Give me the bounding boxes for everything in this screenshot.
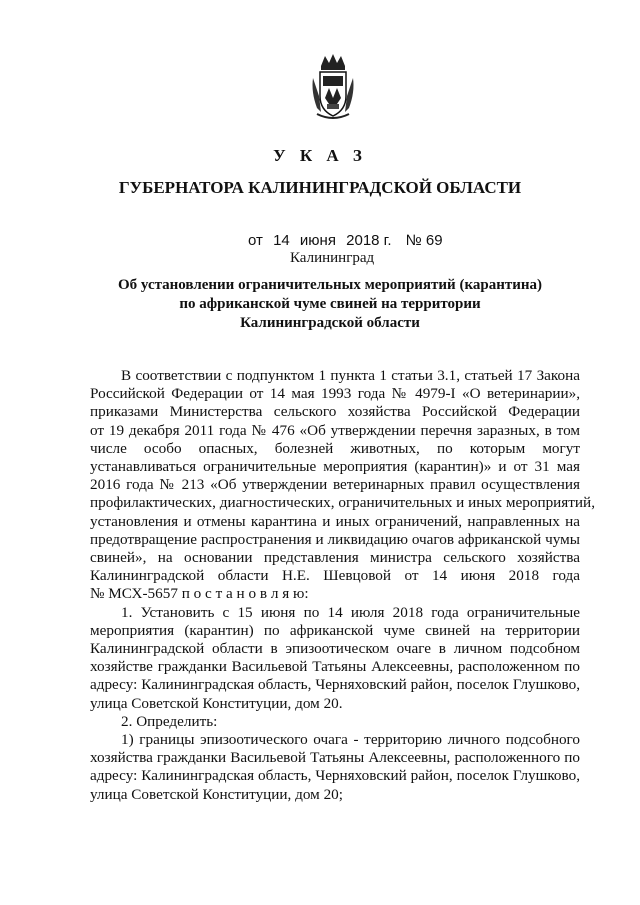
- coat-of-arms-icon: [311, 52, 355, 122]
- preamble-line: установления и отмены карантина и иных ограничений, направленных на: [90, 512, 580, 530]
- date-month: июня: [299, 232, 336, 249]
- item-1-line: улица Советской Конституции, дом 20.: [90, 694, 343, 712]
- document-heading: [90, 276, 570, 333]
- document-type-title: У К А З: [273, 146, 367, 165]
- item-1-line: адресу: Калининградская область, Черняховский район, поселок Глушково,: [90, 676, 580, 694]
- item-2-1-line: адресу: Калининградская область, Черняховский район, поселок Глушково,: [90, 767, 580, 785]
- date-line: [248, 232, 443, 249]
- item-2-label: 2. Определить:: [121, 712, 218, 730]
- item-2-1-line: 1) границы эпизоотического очага - территорию личного подсобного: [121, 731, 580, 749]
- heading-line: Калининградской области: [240, 315, 420, 331]
- body-text: [90, 367, 595, 804]
- preamble-line: 2016 года № 213 «Об утверждении ветеринарных правил осуществления: [90, 476, 580, 494]
- heading-line: Об установлении ограничительных мероприятий (карантина): [117, 277, 542, 293]
- city: Калининград: [290, 250, 375, 266]
- item-1-line: хозяйстве гражданки Васильевой Татьяны Алексеевны, расположенном по: [90, 658, 580, 676]
- preamble-line: № МСХ-5657 п о с т а н о в л я ю:: [90, 585, 309, 603]
- preamble-line: свиней», на основании представления министра сельского хозяйства: [90, 549, 580, 567]
- preamble-line: Калининградской области Н.Е. Шевцовой от 14 июня 2018 года: [90, 567, 580, 585]
- preamble-line: Российской Федерации от 14 мая 1993 года № 4979-I «О ветеринарии»,: [90, 385, 580, 403]
- preamble-line: числе особо опасных, болезней животных, по которым могут: [90, 439, 580, 457]
- issuer-title: ГУБЕРНАТОРА КАЛИНИНГРАДСКОЙ ОБЛАСТИ: [118, 178, 522, 197]
- item-1-line: мероприятия (карантин) по африканской чуме свиней на территории: [90, 621, 580, 639]
- date-day: 14: [273, 232, 290, 249]
- item-2-1-line: хозяйства гражданки Васильевой Татьяны Алексеевны, расположенного по: [90, 749, 580, 767]
- item-1-line: 1. Установить с 15 июня по 14 июля 2018 года ограничительные: [121, 603, 580, 621]
- date-prefix: от: [248, 232, 263, 249]
- date-year: 2018 г.: [346, 232, 392, 249]
- preamble-line: от 19 декабря 2011 года № 476 «Об утверждении перечня заразных, в том: [90, 421, 580, 439]
- preamble-line: В соответствии с подпунктом 1 пункта 1 статьи 3.1, статьей 17 Закона: [121, 367, 580, 384]
- preamble-line: устанавливаться ограничительные мероприятия (карантин)» и от 31 мая: [90, 458, 580, 476]
- heading-line: по африканской чуме свиней на территории: [179, 296, 481, 312]
- preamble-line: предотвращение распространения и ликвидацию очагов африканской чумы: [90, 530, 580, 548]
- document-number: № 69: [405, 232, 443, 249]
- item-1-line: Калининградской области в эпизоотическом очаге в личном подсобном: [90, 640, 580, 658]
- item-2-1-line: улица Советской Конституции, дом 20;: [90, 785, 343, 803]
- preamble-line: профилактических, диагностических, ограничительных и иных мероприятий,: [90, 494, 595, 512]
- preamble-line: приказами Министерства сельского хозяйства Российской Федерации: [90, 403, 580, 421]
